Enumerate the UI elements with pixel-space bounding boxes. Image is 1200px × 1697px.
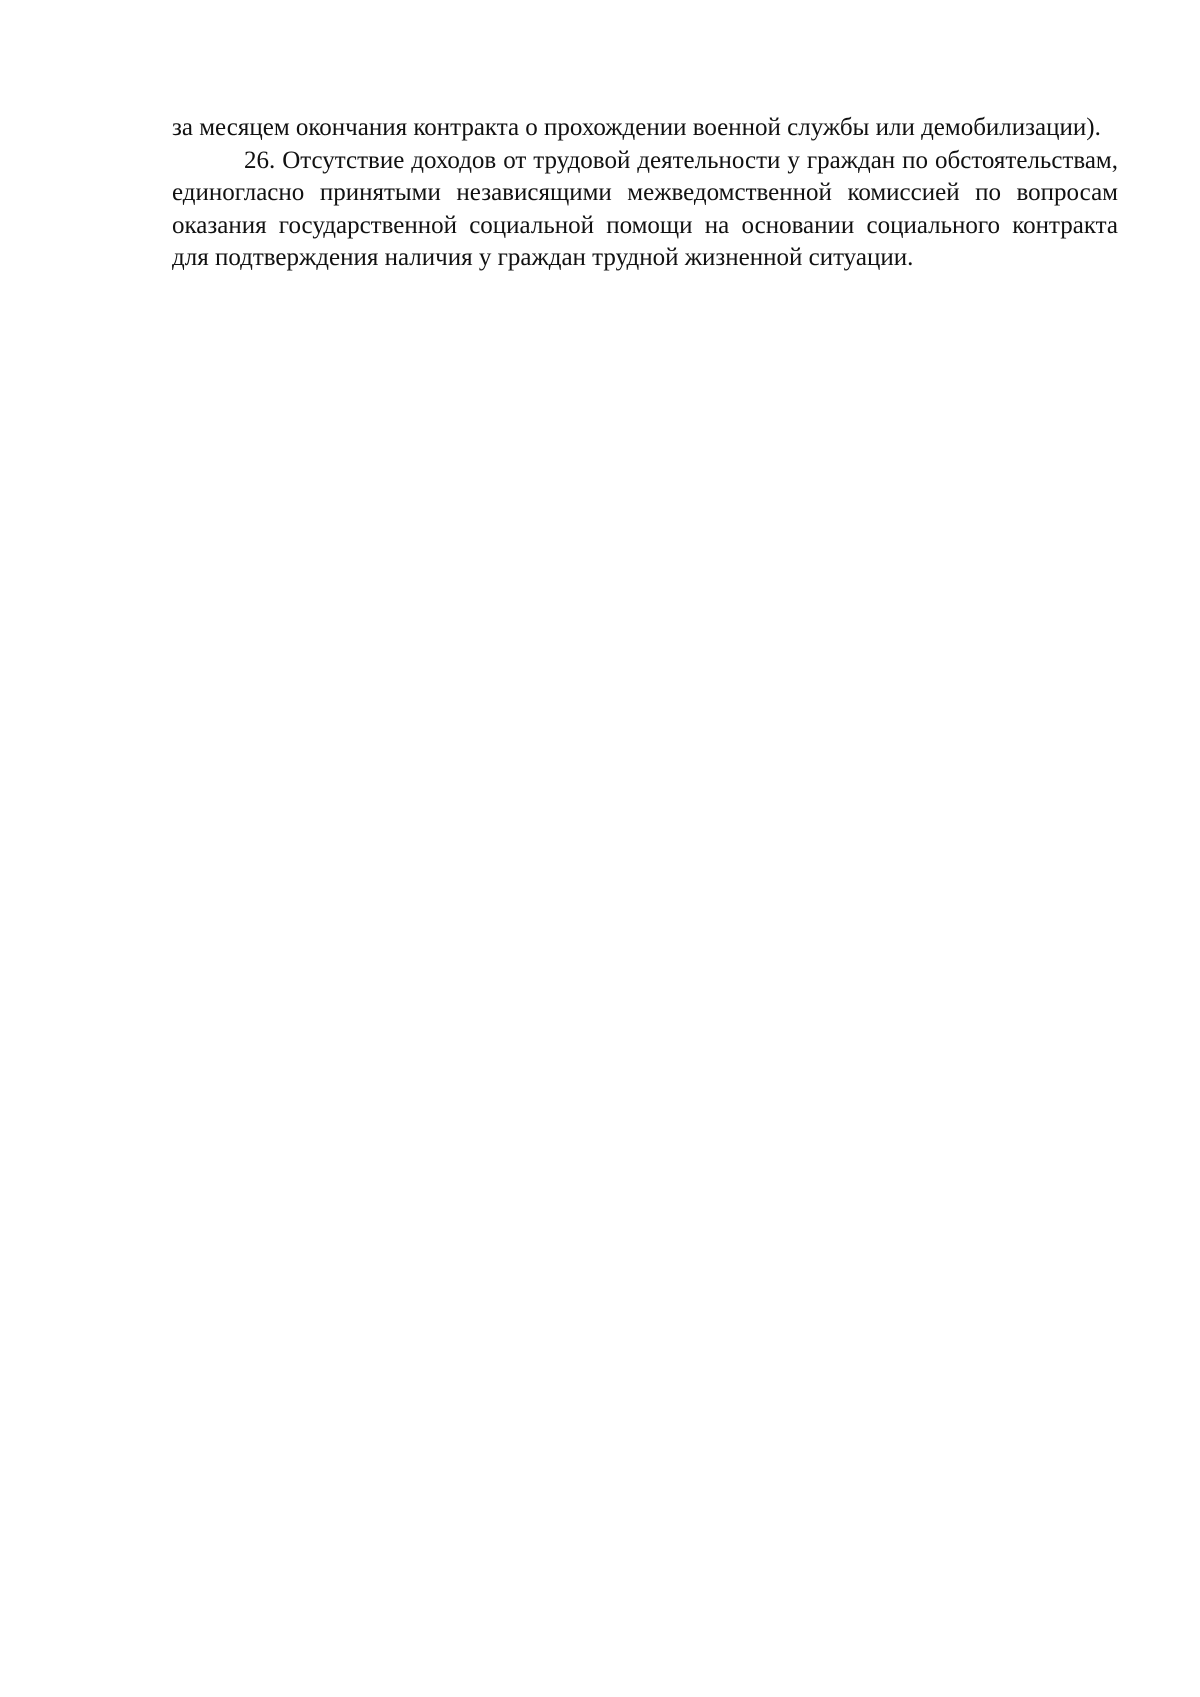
paragraph-item-26: 26. Отсутствие доходов от трудовой деятельности у граждан по обстоятельствам, единогласно принятыми независящими межведомственной комиссией по вопросам оказания государственной социальной помощи на основании социального контракта для подтверждения наличия у граждан трудной жизненной ситуации.: [172, 146, 1118, 271]
document-body: [172, 112, 1118, 275]
paragraph-continuation: за месяцем окончания контракта о прохождении военной службы или демобилизации).: [172, 114, 1101, 141]
